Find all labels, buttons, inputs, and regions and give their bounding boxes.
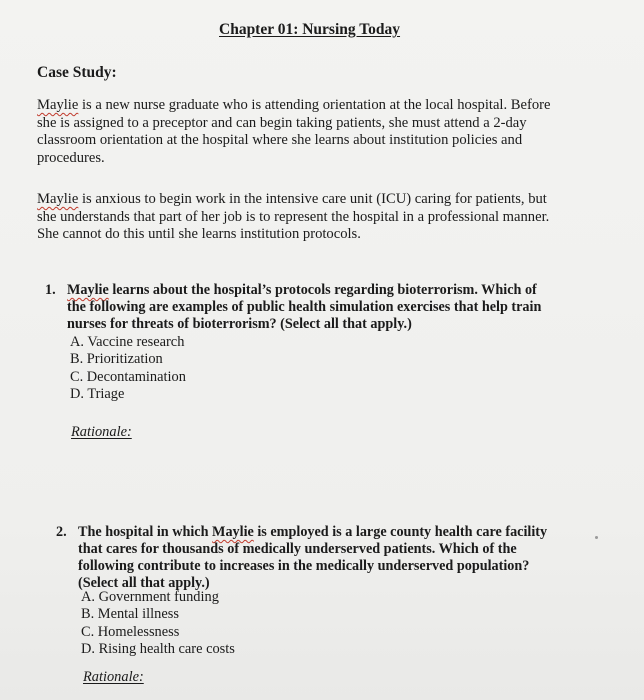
spellcheck-word: Maylie [37,97,79,113]
answer-option: D. Triage [70,386,125,403]
paragraph-line: she understands that part of her job is to represent the hospital in a professional manner. [37,208,550,225]
intro-paragraph-1 [37,97,550,167]
paragraph-line: procedures. [37,149,105,166]
answer-option: B. Prioritization [70,351,163,368]
answer-option: C. Homelessness [81,623,180,640]
question-1-rationale-label: Rationale: [71,424,132,440]
answer-option: B. Mental illness [81,606,179,623]
question-2-options [81,589,235,659]
spellcheck-word: Maylie [37,191,79,207]
paragraph-line: classroom orientation at the hospital where she learns about institution policies and [37,132,523,148]
question-2-rationale-label: Rationale: [83,669,144,685]
intro-paragraph-2 [37,191,549,244]
answer-option: C. Decontamination [70,368,186,385]
paragraph-line: She cannot do this until she learns institution protocols. [37,226,361,242]
case-study-heading: Case Study: [37,64,117,81]
question-2-number: 2. [56,524,67,540]
answer-option: A. Vaccine research [70,334,185,350]
question-1-text: Maylie learns about the hospital’s protocols regarding bioterrorism. Which of the following are examples of public health simulation exercises that help train nurses for threats of bioterrorism? (Select all that apply.) [67,282,542,332]
paragraph-line: Maylie is a new nurse graduate who is attending orientation at the local hospital. Before [37,97,551,113]
question-1-number: 1. [45,282,56,298]
question-2-text: The hospital in which Maylie is employed is a large county health care facility that cares for thousands of medically underserved patients. Which of the following contribute to increases in the medically underserved population? (Select all that apply.) [78,524,548,591]
paragraph-line: she is assigned to a preceptor and can begin taking patients, she must attend a 2-day [37,114,527,131]
stray-dot [595,536,598,539]
paragraph-line: Maylie is anxious to begin work in the intensive care unit (ICU) caring for patients, but [37,191,547,207]
spellcheck-word: Maylie [67,282,109,298]
question-1-options [70,334,186,404]
answer-option: D. Rising health care costs [81,641,235,658]
spellcheck-word: Maylie [212,524,254,540]
page-title: Chapter 01: Nursing Today [219,21,401,38]
answer-option: A. Government funding [81,589,219,605]
